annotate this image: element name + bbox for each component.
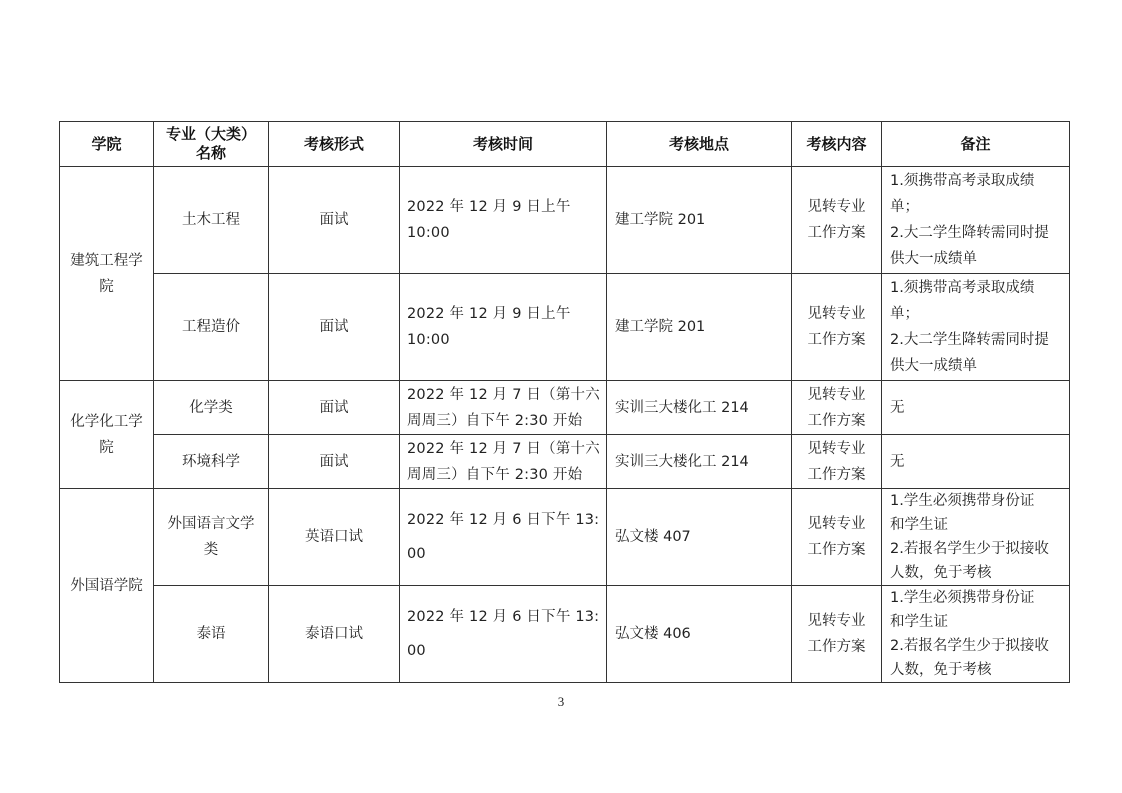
note-line: 1.学生必须携带身份证 bbox=[890, 590, 1035, 606]
college-cell bbox=[60, 381, 154, 489]
header-major-line1: 专业（大类） bbox=[165, 125, 256, 143]
note-line: 1.学生必须携带身份证 bbox=[890, 493, 1035, 509]
header-major bbox=[154, 122, 269, 167]
content-cell bbox=[792, 381, 882, 435]
note-line: 人数，免于考核 bbox=[890, 662, 992, 678]
table-row bbox=[60, 167, 1070, 274]
time-cell bbox=[400, 586, 607, 683]
major-line1: 外国语言文学 bbox=[167, 516, 255, 532]
form-cell: 英语口试 bbox=[269, 489, 400, 586]
note-line: 和学生证 bbox=[890, 517, 948, 533]
form-cell: 面试 bbox=[269, 381, 400, 435]
content-line1: 见转专业 bbox=[807, 306, 866, 322]
major-cell bbox=[154, 489, 269, 586]
content-line2: 工作方案 bbox=[807, 225, 866, 241]
location-cell: 实训三大楼化工 214 bbox=[607, 435, 792, 489]
major-cell: 环境科学 bbox=[154, 435, 269, 489]
note-line: 1.须携带高考录取成绩 bbox=[890, 173, 1035, 189]
content-cell bbox=[792, 586, 882, 683]
location-cell: 建工学院 201 bbox=[607, 167, 792, 274]
form-cell: 面试 bbox=[269, 167, 400, 274]
content-line2: 工作方案 bbox=[807, 412, 866, 429]
note-line: 和学生证 bbox=[890, 614, 948, 630]
location-cell: 实训三大楼化工 214 bbox=[607, 381, 792, 435]
location-cell: 建工学院 201 bbox=[607, 274, 792, 381]
content-cell bbox=[792, 274, 882, 381]
table-row bbox=[60, 489, 1070, 586]
note-cell bbox=[882, 274, 1070, 381]
note-cell: 无 bbox=[882, 435, 1070, 489]
time-line1: 2022 年 12 月 7 日（第十六 bbox=[407, 386, 600, 403]
major-line2: 类 bbox=[203, 542, 219, 558]
table-header-row bbox=[60, 122, 1070, 167]
note-cell bbox=[882, 167, 1070, 274]
time-line2: 00 bbox=[407, 546, 426, 562]
exam-schedule-table bbox=[59, 121, 1070, 683]
content-line1: 见转专业 bbox=[807, 199, 866, 215]
content-cell bbox=[792, 489, 882, 586]
college-name-line1: 建筑工程学 bbox=[70, 252, 143, 269]
form-cell: 面试 bbox=[269, 435, 400, 489]
header-form: 考核形式 bbox=[269, 122, 400, 167]
note-line: 人数，免于考核 bbox=[890, 565, 992, 581]
note-line: 供大一成绩单 bbox=[890, 358, 977, 374]
note-line: 单； bbox=[890, 306, 919, 322]
major-cell: 土木工程 bbox=[154, 167, 269, 274]
college-name-line2: 院 bbox=[99, 439, 114, 456]
college-cell bbox=[60, 167, 154, 381]
content-line2: 工作方案 bbox=[807, 542, 866, 558]
note-line: 1.须携带高考录取成绩 bbox=[890, 280, 1035, 296]
time-line1: 2022 年 12 月 6 日下午 13: bbox=[407, 512, 600, 528]
header-college: 学院 bbox=[60, 122, 154, 167]
header-location: 考核地点 bbox=[607, 122, 792, 167]
college-cell: 外国语学院 bbox=[60, 489, 154, 683]
table-row bbox=[60, 381, 1070, 435]
major-cell: 化学类 bbox=[154, 381, 269, 435]
table-row bbox=[60, 274, 1070, 381]
note-line: 2.若报名学生少于拟接收 bbox=[890, 638, 1049, 654]
table-row bbox=[60, 435, 1070, 489]
content-line2: 工作方案 bbox=[807, 639, 866, 655]
major-cell: 工程造价 bbox=[154, 274, 269, 381]
content-line2: 工作方案 bbox=[807, 332, 866, 348]
form-cell: 面试 bbox=[269, 274, 400, 381]
header-major-line2: 名称 bbox=[195, 144, 226, 162]
note-line: 单； bbox=[890, 199, 919, 215]
header-content: 考核内容 bbox=[792, 122, 882, 167]
note-cell bbox=[882, 489, 1070, 586]
time-cell: 2022 年 12 月 9 日上午 10:00 bbox=[400, 274, 607, 381]
content-line1: 见转专业 bbox=[807, 613, 866, 629]
content-line1: 见转专业 bbox=[807, 440, 866, 457]
note-line: 供大一成绩单 bbox=[890, 251, 977, 267]
time-line1: 2022 年 12 月 7 日（第十六 bbox=[407, 440, 600, 457]
time-line2: 00 bbox=[407, 643, 426, 659]
content-cell bbox=[792, 435, 882, 489]
header-note: 备注 bbox=[882, 122, 1070, 167]
time-cell bbox=[400, 381, 607, 435]
content-line1: 见转专业 bbox=[807, 386, 866, 403]
location-cell: 弘文楼 406 bbox=[607, 586, 792, 683]
time-line2: 周周三）自下午 2:30 开始 bbox=[407, 466, 583, 483]
table-row bbox=[60, 586, 1070, 683]
time-line1: 2022 年 12 月 6 日下午 13: bbox=[407, 609, 600, 625]
location-cell: 弘文楼 407 bbox=[607, 489, 792, 586]
major-cell: 泰语 bbox=[154, 586, 269, 683]
page-number: 3 bbox=[557, 694, 565, 709]
college-name-line2: 院 bbox=[99, 278, 114, 295]
note-line: 2.大二学生降转需同时提 bbox=[890, 225, 1049, 241]
time-cell bbox=[400, 435, 607, 489]
college-name-line1: 化学化工学 bbox=[70, 413, 143, 430]
content-line2: 工作方案 bbox=[807, 466, 866, 483]
note-line: 2.大二学生降转需同时提 bbox=[890, 332, 1049, 348]
content-line1: 见转专业 bbox=[807, 516, 866, 532]
note-line: 2.若报名学生少于拟接收 bbox=[890, 541, 1049, 557]
note-cell: 无 bbox=[882, 381, 1070, 435]
header-time: 考核时间 bbox=[400, 122, 607, 167]
time-line2: 周周三）自下午 2:30 开始 bbox=[407, 412, 583, 429]
time-cell bbox=[400, 489, 607, 586]
content-cell bbox=[792, 167, 882, 274]
form-cell: 泰语口试 bbox=[269, 586, 400, 683]
note-cell bbox=[882, 586, 1070, 683]
time-cell: 2022 年 12 月 9 日上午 10:00 bbox=[400, 167, 607, 274]
